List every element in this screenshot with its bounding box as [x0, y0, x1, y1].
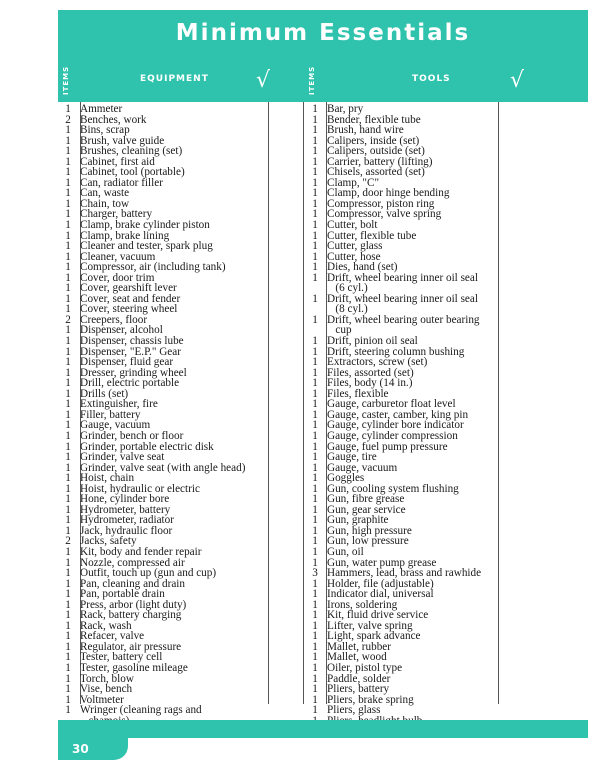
item-name: Gauge, cylinder bore indicator — [327, 419, 464, 432]
item-name: Hammers, lead, brass and rawhide — [327, 567, 482, 580]
item-quantity: 1 — [312, 482, 318, 495]
item-name: Grinder, valve seat — [80, 451, 165, 464]
item-name: cup — [327, 324, 352, 337]
item-name: Drift, wheel bearing inner oil seal — [327, 271, 478, 284]
item-quantity: 1 — [65, 398, 71, 411]
item-quantity: 1 — [312, 240, 318, 253]
item-name: Cover, gearshift lever — [80, 282, 177, 295]
item-quantity: 1 — [65, 292, 71, 305]
item-name: Dispenser, alcohol — [80, 324, 163, 337]
item-quantity: 1 — [312, 493, 318, 506]
item-name: Compressor, valve spring — [327, 208, 442, 221]
list-item — [56, 336, 276, 347]
item-quantity: 1 — [65, 240, 71, 253]
item-name: Refacer, valve — [80, 630, 145, 643]
item-name: Gun, high pressure — [327, 524, 412, 537]
list-item — [303, 663, 503, 674]
item-quantity: 2 — [65, 113, 71, 126]
item-name: Chisels, assorted (set) — [327, 166, 425, 179]
item-name: Extractors, screw (set) — [327, 356, 428, 369]
item-name: Clamp, "C" — [327, 176, 380, 189]
item-quantity: 2 — [65, 313, 71, 326]
item-quantity: 1 — [312, 503, 318, 516]
item-name: Clamp, brake cylinder piston — [80, 219, 210, 232]
item-quantity: 1 — [312, 208, 318, 221]
item-name: Pan, portable drain — [80, 588, 165, 601]
tools-list — [303, 104, 503, 726]
item-name: Clamp, brake lining — [80, 229, 170, 242]
item-name: Gun, cooling system flushing — [327, 482, 459, 495]
item-quantity: 1 — [312, 683, 318, 696]
item-name: Wringer (cleaning rags and — [80, 704, 202, 717]
item-quantity: 1 — [65, 166, 71, 179]
item-name: Hydrometer, radiator — [80, 514, 174, 527]
item-name: Drift, steering column bushing — [327, 345, 465, 358]
item-quantity: 1 — [65, 556, 71, 569]
item-name: Cutter, glass — [327, 240, 383, 253]
list-item — [56, 104, 276, 115]
item-name: (6 cyl.) — [327, 282, 368, 295]
item-name: Irons, soldering — [327, 598, 398, 611]
item-quantity: 1 — [65, 408, 71, 421]
list-item — [303, 547, 503, 558]
item-quantity: 1 — [65, 693, 71, 706]
item-quantity: 1 — [312, 155, 318, 168]
item-quantity: 1 — [312, 345, 318, 358]
item-name: Cover, door trim — [80, 271, 155, 284]
equipment-list — [56, 104, 276, 726]
item-name: Compressor, air (including tank) — [80, 261, 226, 274]
item-quantity: 1 — [312, 219, 318, 232]
item-name: Drift, pinion oil seal — [327, 335, 418, 348]
item-quantity: 1 — [312, 229, 318, 242]
item-name: Pliers, glass — [327, 704, 381, 717]
item-quantity: 1 — [65, 145, 71, 158]
item-name: Grinder, bench or floor — [80, 429, 184, 442]
item-name: Kit, fluid drive service — [327, 609, 429, 622]
item-name: Holder, file (adjustable) — [327, 577, 434, 590]
item-quantity: 1 — [312, 472, 318, 485]
item-name: Gun, fibre grease — [327, 493, 405, 506]
item-quantity: 1 — [65, 619, 71, 632]
footer-tab — [58, 738, 128, 760]
item-quantity: 1 — [65, 440, 71, 453]
item-quantity: 1 — [65, 609, 71, 622]
item-name: Gauge, fuel pump pressure — [327, 440, 448, 453]
item-name: Calipers, inside (set) — [327, 134, 420, 147]
item-quantity: 1 — [65, 661, 71, 674]
item-quantity: 1 — [65, 303, 71, 316]
item-quantity: 1 — [312, 419, 318, 432]
item-name: Hydrometer, battery — [80, 503, 171, 516]
item-name: Mallet, rubber — [327, 640, 391, 653]
item-name: Rack, wash — [80, 619, 132, 632]
item-name: Hoist, chain — [80, 472, 135, 485]
equipment-column-header: EQUIPMENT — [140, 74, 209, 84]
item-quantity: 1 — [65, 429, 71, 442]
item-quantity: 1 — [65, 134, 71, 147]
item-quantity: 1 — [312, 640, 318, 653]
item-quantity: 1 — [312, 514, 318, 527]
item-name: Gun, graphite — [327, 514, 389, 527]
check-icon-right: √ — [510, 68, 525, 93]
item-quantity: 1 — [65, 630, 71, 643]
item-quantity: 1 — [312, 377, 318, 390]
item-name: Hone, cylinder bore — [80, 493, 170, 506]
item-name: Drift, wheel bearing inner oil seal — [327, 292, 478, 305]
footer-band — [58, 720, 588, 738]
item-name: Files, flexible — [327, 387, 389, 400]
item-name: Pliers, brake spring — [327, 693, 414, 706]
item-quantity: 1 — [312, 672, 318, 685]
list-item — [56, 547, 276, 558]
item-quantity: 1 — [312, 535, 318, 548]
item-name: Outfit, touch up (gun and cup) — [80, 567, 217, 580]
item-name: Drills (set) — [80, 387, 129, 400]
item-quantity: 1 — [312, 630, 318, 643]
item-name: Gauge, caster, camber, king pin — [327, 408, 469, 421]
list-item — [303, 220, 503, 231]
item-name: Can, radiator filler — [80, 176, 163, 189]
list-item — [56, 431, 276, 442]
item-quantity: 1 — [312, 598, 318, 611]
item-quantity: 1 — [312, 271, 318, 284]
item-quantity: 1 — [65, 683, 71, 696]
item-name: Jack, hydraulic floor — [80, 524, 173, 537]
item-name: Clamp, door hinge bending — [327, 187, 450, 200]
item-quantity: 1 — [65, 335, 71, 348]
item-name: Dispenser, chassis lube — [80, 335, 184, 348]
item-name: Dies, hand (set) — [327, 261, 398, 274]
item-name: Press, arbor (light duty) — [80, 598, 187, 611]
item-name: Cover, steering wheel — [80, 303, 178, 316]
item-quantity: 3 — [312, 567, 318, 580]
check-icon-left: √ — [256, 68, 271, 93]
item-quantity: 1 — [312, 145, 318, 158]
item-quantity: 1 — [312, 408, 318, 421]
item-quantity: 1 — [65, 704, 71, 717]
item-quantity: 1 — [312, 398, 318, 411]
item-quantity: 1 — [65, 461, 71, 474]
item-quantity: 1 — [312, 124, 318, 137]
item-name: Oiler, pistol type — [327, 661, 403, 674]
item-quantity: 1 — [312, 440, 318, 453]
item-quantity: 2 — [65, 535, 71, 548]
item-quantity: 1 — [65, 482, 71, 495]
item-quantity: 1 — [65, 598, 71, 611]
item-quantity: 1 — [312, 661, 318, 674]
item-quantity: 1 — [65, 250, 71, 263]
item-quantity: 1 — [312, 429, 318, 442]
item-name: Filler, battery — [80, 408, 141, 421]
list-item — [56, 663, 276, 674]
item-name: Gauge, carburetor float level — [327, 398, 456, 411]
item-name: Paddle, solder — [327, 672, 391, 685]
item-name: Grinder, valve seat (with angle head) — [80, 461, 246, 474]
item-name: Dispenser, fluid gear — [80, 356, 174, 369]
items-column-header-right: ITEMS — [308, 65, 316, 95]
item-quantity: 1 — [65, 176, 71, 189]
item-quantity: 1 — [65, 324, 71, 337]
item-quantity: 1 — [65, 124, 71, 137]
item-name: Gun, oil — [327, 545, 364, 558]
item-name: Bender, flexible tube — [327, 113, 421, 126]
item-quantity: 1 — [65, 387, 71, 400]
item-name: Cutter, hose — [327, 250, 381, 263]
item-quantity: 1 — [65, 187, 71, 200]
list-item — [56, 220, 276, 231]
item-name: Pliers, battery — [327, 683, 390, 696]
item-name: Creepers, floor — [80, 313, 148, 326]
item-name: Kit, body and fender repair — [80, 545, 202, 558]
item-name: Tester, battery cell — [80, 651, 163, 664]
item-name: Gauge, vacuum — [80, 419, 151, 432]
item-name: Lifter, valve spring — [327, 619, 413, 632]
item-quantity: 1 — [312, 577, 318, 590]
item-name: Grinder, portable electric disk — [80, 440, 214, 453]
item-name: Voltmeter — [80, 693, 124, 706]
item-quantity: 1 — [312, 250, 318, 263]
item-quantity: 1 — [312, 292, 318, 305]
item-quantity: 1 — [312, 313, 318, 326]
item-quantity: 1 — [312, 134, 318, 147]
item-name: Jacks, safety — [80, 535, 137, 548]
item-name: Gun, low pressure — [327, 535, 409, 548]
item-name: Dresser, grinding wheel — [80, 366, 187, 379]
item-quantity: 1 — [65, 103, 71, 115]
item-name: Cutter, flexible tube — [327, 229, 417, 242]
item-name: Light, spark advance — [327, 630, 421, 643]
item-quantity: 1 — [65, 493, 71, 506]
item-name: Brush, valve guide — [80, 134, 165, 147]
item-quantity: 1 — [65, 419, 71, 432]
item-quantity: 1 — [65, 271, 71, 284]
item-name: Extinguisher, fire — [80, 398, 158, 411]
item-name: Pan, cleaning and drain — [80, 577, 186, 590]
item-name: Files, assorted (set) — [327, 366, 414, 379]
item-name: Files, body (14 in.) — [327, 377, 413, 390]
item-name: Cabinet, tool (portable) — [80, 166, 185, 179]
item-quantity: 1 — [312, 103, 318, 115]
item-name: Cutter, bolt — [327, 219, 378, 232]
item-quantity: 1 — [312, 451, 318, 464]
item-name: Can, waste — [80, 187, 130, 200]
item-name: Nozzle, compressed air — [80, 556, 185, 569]
item-name: Carrier, battery (lifting) — [327, 155, 433, 168]
item-quantity: 1 — [65, 261, 71, 274]
item-name: Rack, battery charging — [80, 609, 182, 622]
item-quantity: 1 — [65, 672, 71, 685]
item-name: Charger, battery — [80, 208, 153, 221]
item-quantity: 1 — [65, 651, 71, 664]
item-quantity: 1 — [65, 524, 71, 537]
list-item — [303, 336, 503, 347]
item-quantity: 1 — [312, 651, 318, 664]
item-name: Indicator dial, universal — [327, 588, 434, 601]
item-quantity: 1 — [312, 556, 318, 569]
list-item — [56, 452, 276, 463]
item-quantity: 1 — [312, 588, 318, 601]
item-quantity: 1 — [312, 197, 318, 210]
item-quantity: 1 — [65, 640, 71, 653]
item-quantity: 1 — [312, 176, 318, 189]
item-quantity: 1 — [65, 229, 71, 242]
page-number: 30 — [72, 742, 89, 756]
item-name: Brush, hand wire — [327, 124, 404, 137]
item-quantity: 1 — [312, 166, 318, 179]
item-quantity: 1 — [65, 219, 71, 232]
item-quantity: 1 — [312, 461, 318, 474]
item-name: Bins, scrap — [80, 124, 130, 137]
item-name: Cabinet, first aid — [80, 155, 155, 168]
item-quantity: 1 — [65, 197, 71, 210]
item-quantity: 1 — [65, 208, 71, 221]
item-name: Cover, seat and fender — [80, 292, 181, 305]
item-name: Gauge, vacuum — [327, 461, 398, 474]
item-quantity: 1 — [65, 567, 71, 580]
item-quantity: 1 — [312, 356, 318, 369]
item-quantity: 1 — [312, 187, 318, 200]
item-name: Gauge, tire — [327, 451, 377, 464]
item-quantity: 1 — [312, 545, 318, 558]
item-name: Ammeter — [80, 103, 123, 115]
item-quantity: 1 — [312, 261, 318, 274]
page-title: Minimum Essentials — [175, 20, 471, 46]
item-name: Gun, water pump grease — [327, 556, 437, 569]
item-name: Mallet, wood — [327, 651, 387, 664]
item-quantity: 1 — [65, 514, 71, 527]
item-quantity: 1 — [65, 588, 71, 601]
item-name: Calipers, outside (set) — [327, 145, 425, 158]
item-quantity: 1 — [312, 366, 318, 379]
item-name: Hoist, hydraulic or electric — [80, 482, 200, 495]
item-quantity: 1 — [312, 335, 318, 348]
item-quantity: 1 — [312, 524, 318, 537]
item-name: Benches, work — [80, 113, 147, 126]
item-quantity: 1 — [65, 356, 71, 369]
item-quantity: 1 — [65, 503, 71, 516]
item-name: (8 cyl.) — [327, 303, 368, 316]
item-quantity: 1 — [65, 377, 71, 390]
item-quantity: 1 — [312, 113, 318, 126]
item-name: Chain, tow — [80, 197, 130, 210]
list-item — [303, 452, 503, 463]
item-quantity: 1 — [65, 282, 71, 295]
item-name: Vise, bench — [80, 683, 133, 696]
item-name: Gauge, cylinder compression — [327, 429, 458, 442]
item-quantity: 1 — [65, 366, 71, 379]
item-name: Cleaner and tester, spark plug — [80, 240, 213, 253]
list-item — [303, 104, 503, 115]
item-name: Compressor, piston ring — [327, 197, 435, 210]
item-quantity: 1 — [65, 577, 71, 590]
item-quantity: 1 — [65, 545, 71, 558]
item-quantity: 1 — [65, 472, 71, 485]
tools-column-header: TOOLS — [412, 74, 451, 84]
item-name: Drill, electric portable — [80, 377, 180, 390]
item-name: Goggles — [327, 472, 365, 485]
item-name: Cleaner, vacuum — [80, 250, 156, 263]
item-name: Gun, gear service — [327, 503, 406, 516]
item-name: Drift, wheel bearing outer bearing — [327, 313, 480, 326]
item-quantity: 1 — [312, 609, 318, 622]
item-name: Torch, blow — [80, 672, 134, 685]
item-quantity: 1 — [312, 704, 318, 717]
item-quantity: 1 — [312, 387, 318, 400]
item-name: Brushes, cleaning (set) — [80, 145, 183, 158]
item-name: Dispenser, "E.P." Gear — [80, 345, 181, 358]
list-item — [303, 431, 503, 442]
item-quantity: 1 — [65, 345, 71, 358]
item-quantity: 1 — [65, 451, 71, 464]
item-quantity: 1 — [312, 619, 318, 632]
item-name: Bar, pry — [327, 103, 364, 115]
item-quantity: 1 — [312, 693, 318, 706]
item-name: Tester, gasoline mileage — [80, 661, 188, 674]
item-quantity: 1 — [65, 155, 71, 168]
item-name: Regulator, air pressure — [80, 640, 182, 653]
items-column-header-left: ITEMS — [62, 65, 70, 95]
